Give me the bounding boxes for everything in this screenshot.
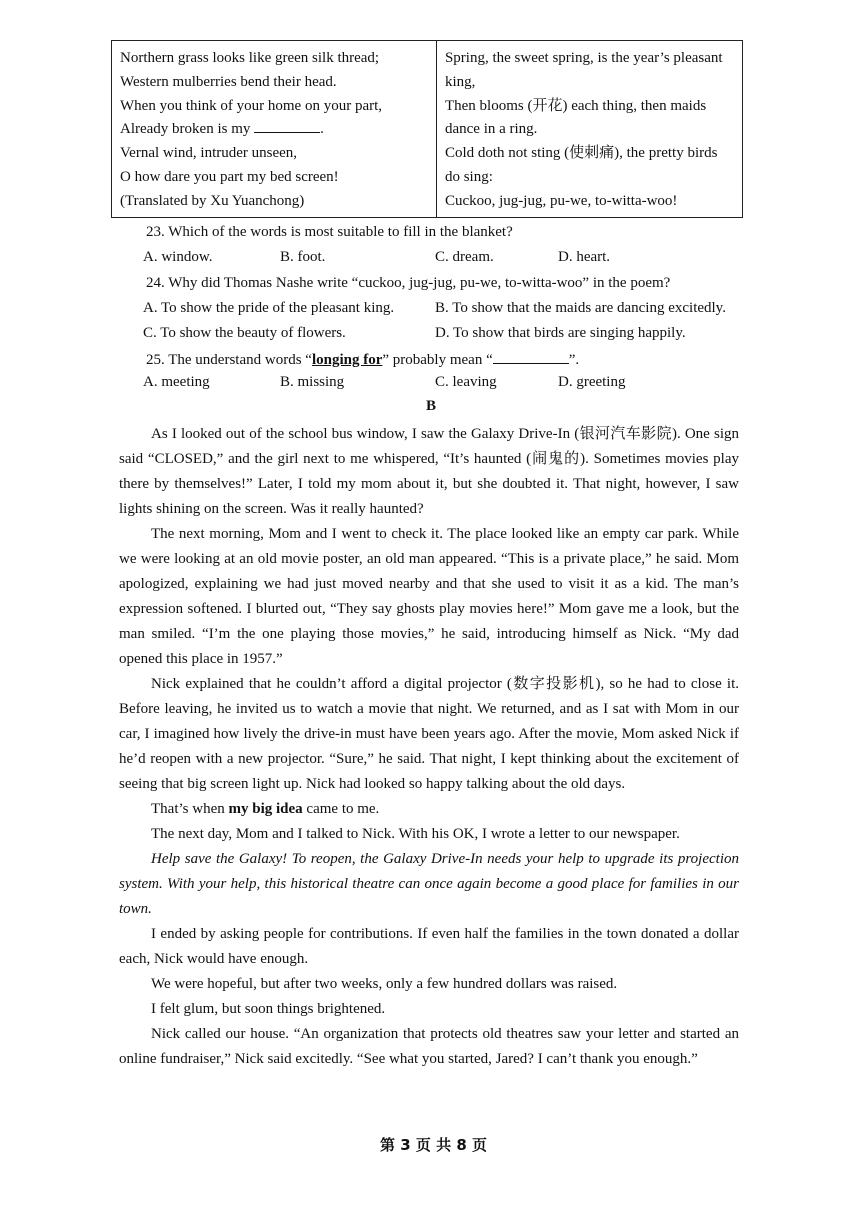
poem-line: Then blooms (开花) each thing, then maids dance in a ring. xyxy=(444,97,707,138)
p4-post: came to me. xyxy=(302,801,380,817)
q23-option-b: B. foot. xyxy=(280,249,326,265)
poem-left-column xyxy=(112,41,437,217)
q23-option-c: C. dream. xyxy=(435,249,494,265)
q25-prefix: 25. The understand words “ xyxy=(146,352,312,368)
q25-blank xyxy=(493,349,569,364)
q25-option-c: C. leaving xyxy=(435,374,497,390)
poem-line: Western mulberries bend their head. xyxy=(120,73,337,90)
paragraph: The next day, Mom and I talked to Nick. With his OK, I wrote a letter to our newspaper. xyxy=(151,826,680,842)
q25-keyword: longing for xyxy=(311,352,383,368)
q24-option-d: D. To show that birds are singing happily. xyxy=(435,325,686,341)
letter-paragraph: Help save the Galaxy! To reopen, the Galaxy Drive-In needs your help to upgrade its projection system. With your help, this historical theatre can once again become a good place for families in our town. xyxy=(119,851,739,917)
q25-suffix: ”. xyxy=(568,352,580,368)
q25-option-d: D. greeting xyxy=(558,374,626,390)
poem-line: Vernal wind, intruder unseen, xyxy=(120,145,298,162)
paragraph: Nick called our house. “An organization that protects old theatres saw your letter and started an online fundraiser,” Nick said excitedly. “See what you started, Jared? I can’t thank you enough.” xyxy=(119,1026,739,1067)
poem-line-with-blank: Already broken is my . xyxy=(120,118,428,142)
question-23: 23. Which of the words is most suitable to fill in the blanket? xyxy=(146,224,513,240)
paragraph: I ended by asking people for contributions. If even half the families in the town donated a dollar each, Nick would have enough. xyxy=(119,926,739,967)
reading-passage-b xyxy=(119,422,739,1072)
paragraph: As I looked out of the school bus window, I saw the Galaxy Drive-In (银河汽车影院). One sign said “CLOSED,” and the girl next to me whispered, “It’s haunted (闹鬼的). Sometimes movies play there by themselves!” Later, I told my mom about it, but she doubted it. That night, however, I saw lights shining on the screen. Was it really haunted? xyxy=(119,426,739,517)
section-b-heading: B xyxy=(426,398,437,414)
q23-option-a: A. window. xyxy=(143,249,213,265)
poem-line-text: Already broken is my xyxy=(120,121,251,138)
q25-option-a: A. meeting xyxy=(143,374,210,390)
p4-pre: That’s when xyxy=(151,801,229,817)
poem-table xyxy=(111,40,743,218)
paragraph: Nick explained that he couldn’t afford a digital projector (数字投影机), so he had to close it. Before leaving, he invited us to watch a movie that night. We returned, and as I sat with Mom in our car, I imagined how lively the drive-in must have been years ago. After the movie, Mom asked Nick if he’d reopen with a new projector. “Sure,” he said. That night, I kept thinking about the excitement of seeing that big screen light up. Nick had looked so happy talking about the old days. xyxy=(119,676,739,792)
poem-right-column xyxy=(437,41,742,217)
fill-blank xyxy=(254,118,320,133)
poem-line: O how dare you part my bed screen! xyxy=(120,168,339,185)
paragraph: I felt glum, but soon things brightened. xyxy=(151,1001,386,1017)
q24-option-c: C. To show the beauty of flowers. xyxy=(143,325,346,341)
poem-line: Cold doth not sting (使刺痛), the pretty birds do sing: xyxy=(444,145,718,185)
poem-translator: (Translated by Xu Yuanchong) xyxy=(120,192,305,209)
page-footer: 第 3 页 共 8 页 xyxy=(380,1136,487,1154)
q25-option-b: B. missing xyxy=(280,374,345,390)
question-24: 24. Why did Thomas Nashe write “cuckoo, jug-jug, pu-we, to-witta-woo” in the poem? xyxy=(146,275,671,291)
paragraph: We were hopeful, but after two weeks, only a few hundred dollars was raised. xyxy=(151,976,618,992)
q24-option-b: B. To show that the maids are dancing excitedly. xyxy=(435,300,726,316)
question-25 xyxy=(146,349,579,369)
q23-option-d: D. heart. xyxy=(558,249,611,265)
poem-line: Cuckoo, jug-jug, pu-we, to-witta-woo! xyxy=(444,192,678,209)
q25-middle: ” probably mean “ xyxy=(382,352,493,368)
poem-line: Northern grass looks like green silk thread; xyxy=(120,50,380,66)
poem-line: When you think of your home on your part, xyxy=(120,97,383,114)
p4-highlight: my big idea xyxy=(228,801,303,817)
paragraph: The next morning, Mom and I went to check it. The place looked like an empty car park. While we were looking at an old movie poster, an old man appeared. “This is a private place,” he said. Mom apologized, explaining we had just moved nearby and that she used to visit it as a kid. The man’s expression softened. I blurted out, “They say ghosts play movies here!” Mom gave me a look, but the man smiled. “I’m the one playing those movies,” he said, introducing himself as Nick. “My dad opened this place in 1957.” xyxy=(119,526,739,667)
q24-option-a: A. To show the pride of the pleasant king. xyxy=(143,300,395,316)
paragraph xyxy=(119,797,739,822)
poem-line: Spring, the sweet spring, is the year’s pleasant king, xyxy=(444,50,723,90)
